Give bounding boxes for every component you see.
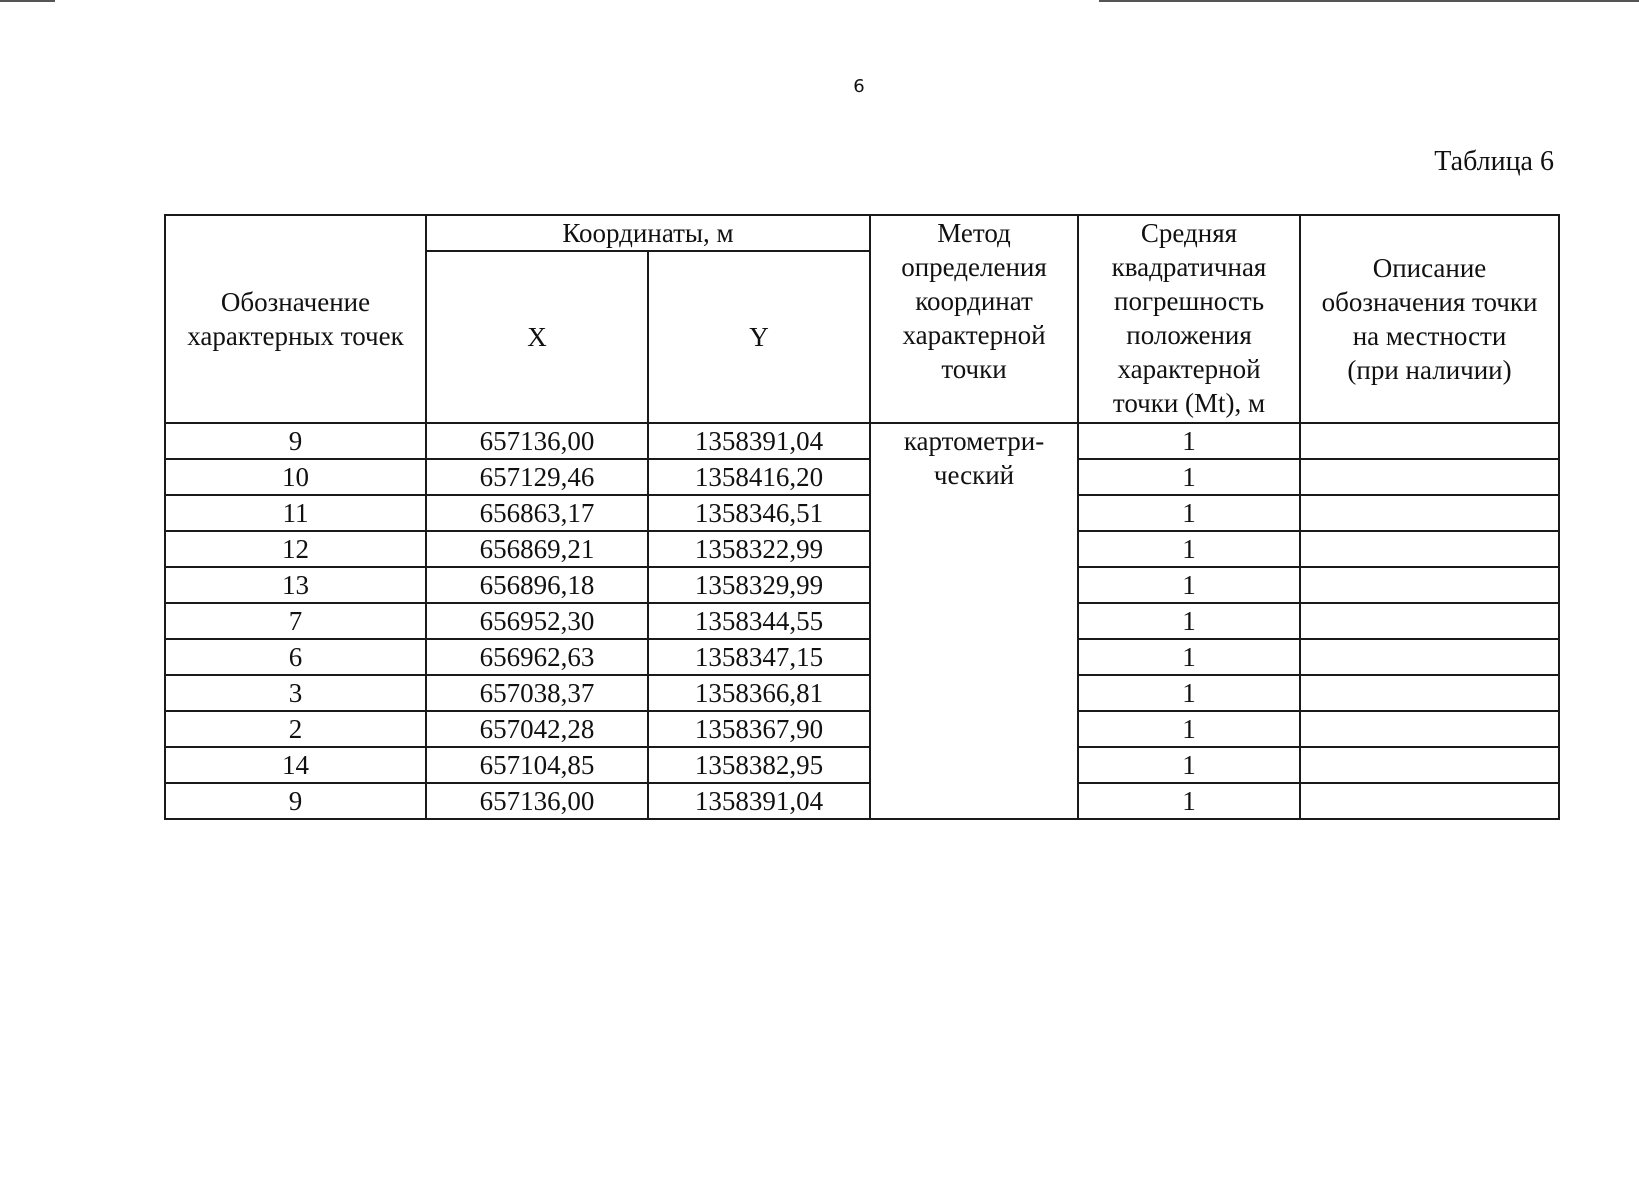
cell-y: 1358344,55 xyxy=(648,603,870,639)
table-row xyxy=(165,459,1559,495)
cell-method xyxy=(870,423,1078,819)
table-row xyxy=(165,711,1559,747)
cell-y: 1358346,51 xyxy=(648,495,870,531)
header-method-text: Метод определения координат характерной точки xyxy=(901,218,1047,384)
cell-x: 656962,63 xyxy=(426,639,648,675)
table-row xyxy=(165,783,1559,819)
cell-error: 1 xyxy=(1078,639,1300,675)
header-x xyxy=(426,251,648,423)
cell-x: 657136,00 xyxy=(426,423,648,459)
header-y xyxy=(648,251,870,423)
cell-error: 1 xyxy=(1078,567,1300,603)
header-x-text: X xyxy=(527,322,547,352)
cell-error: 1 xyxy=(1078,495,1300,531)
cell-error: 1 xyxy=(1078,711,1300,747)
table-row xyxy=(165,495,1559,531)
header-description xyxy=(1300,215,1559,423)
table-row xyxy=(165,567,1559,603)
cell-error: 1 xyxy=(1078,603,1300,639)
table-row xyxy=(165,423,1559,459)
cell-x: 657042,28 xyxy=(426,711,648,747)
cell-y: 1358391,04 xyxy=(648,423,870,459)
cell-description xyxy=(1300,459,1559,495)
method-value: картометри- ческий xyxy=(903,426,1045,490)
cell-point: 13 xyxy=(165,567,426,603)
cell-description xyxy=(1300,675,1559,711)
table-row xyxy=(165,675,1559,711)
cell-description xyxy=(1300,495,1559,531)
coordinates-table xyxy=(164,214,1560,820)
table-caption: Таблица 6 xyxy=(1434,146,1554,177)
cell-description xyxy=(1300,747,1559,783)
cell-description xyxy=(1300,711,1559,747)
cell-error: 1 xyxy=(1078,423,1300,459)
table-row xyxy=(165,747,1559,783)
scan-edge-left xyxy=(0,0,55,2)
cell-error: 1 xyxy=(1078,783,1300,819)
cell-x: 656896,18 xyxy=(426,567,648,603)
table-row xyxy=(165,603,1559,639)
cell-y: 1358329,99 xyxy=(648,567,870,603)
header-mean-error xyxy=(1078,215,1300,423)
cell-x: 657136,00 xyxy=(426,783,648,819)
cell-description xyxy=(1300,423,1559,459)
cell-point: 3 xyxy=(165,675,426,711)
cell-point: 9 xyxy=(165,783,426,819)
cell-y: 1358347,15 xyxy=(648,639,870,675)
cell-description xyxy=(1300,639,1559,675)
cell-error: 1 xyxy=(1078,459,1300,495)
cell-description xyxy=(1300,567,1559,603)
header-coordinates-group-text: Координаты, м xyxy=(562,218,734,248)
cell-y: 1358366,81 xyxy=(648,675,870,711)
cell-point: 6 xyxy=(165,639,426,675)
header-description-text: Описание обозначения точки на местности (при наличии) xyxy=(1321,253,1538,385)
header-y-text: Y xyxy=(749,322,769,352)
header-mean-error-text: Средняя квадратичная погрешность положения характерной точки (Mt), м xyxy=(1111,218,1267,418)
cell-description xyxy=(1300,531,1559,567)
cell-x: 656869,21 xyxy=(426,531,648,567)
cell-point: 14 xyxy=(165,747,426,783)
cell-error: 1 xyxy=(1078,531,1300,567)
cell-y: 1358322,99 xyxy=(648,531,870,567)
cell-point: 10 xyxy=(165,459,426,495)
cell-y: 1358367,90 xyxy=(648,711,870,747)
cell-x: 656952,30 xyxy=(426,603,648,639)
cell-x: 656863,17 xyxy=(426,495,648,531)
cell-y: 1358416,20 xyxy=(648,459,870,495)
cell-point: 12 xyxy=(165,531,426,567)
cell-x: 657129,46 xyxy=(426,459,648,495)
cell-x: 657104,85 xyxy=(426,747,648,783)
cell-error: 1 xyxy=(1078,747,1300,783)
page-number: 6 xyxy=(853,76,865,97)
cell-point: 9 xyxy=(165,423,426,459)
table-row xyxy=(165,639,1559,675)
cell-y: 1358382,95 xyxy=(648,747,870,783)
cell-point: 2 xyxy=(165,711,426,747)
cell-error: 1 xyxy=(1078,675,1300,711)
cell-description xyxy=(1300,783,1559,819)
cell-x: 657038,37 xyxy=(426,675,648,711)
cell-point: 11 xyxy=(165,495,426,531)
header-point-designation xyxy=(165,215,426,423)
table-row xyxy=(165,531,1559,567)
header-point-designation-text: Обозначение характерных точек xyxy=(187,287,404,351)
header-method xyxy=(870,215,1078,423)
cell-point: 7 xyxy=(165,603,426,639)
header-coordinates-group xyxy=(426,215,870,251)
scan-edge-right xyxy=(1099,0,1639,2)
cell-y: 1358391,04 xyxy=(648,783,870,819)
cell-description xyxy=(1300,603,1559,639)
